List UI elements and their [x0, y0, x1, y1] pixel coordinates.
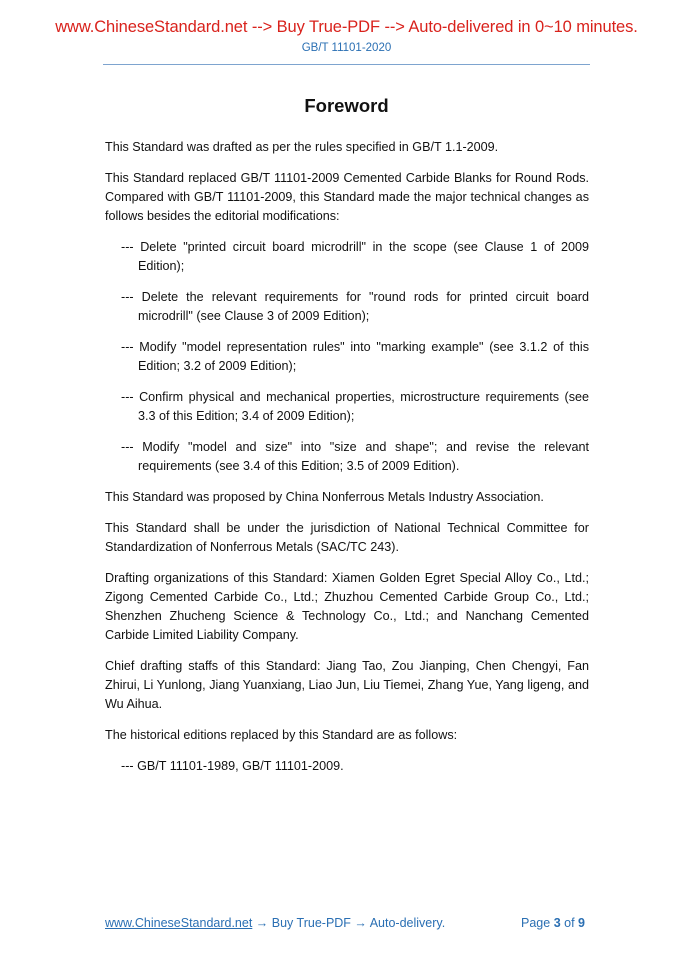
- standard-code: GB/T 11101-2020: [301, 42, 392, 54]
- paragraph-historical-editions: The historical editions replaced by this Standard are as follows:: [105, 728, 458, 742]
- header-divider: [103, 64, 590, 65]
- change-item: --- Modify "model and size" into "size and shape"; and revise the relevant requirements (see 3.4 of this Edition; 3.5 of 2009 Edition).: [121, 440, 589, 473]
- paragraph-drafting-staff: Chief drafting staffs of this Standard: Jiang Tao, Zou Jianping, Chen Chengyi, Fan Zhirui, Li Yunlong, Jiang Yuanxiang, Liao Jun, Liu Tiemei, Zhang Yue, Yang ligeng, and Wu Aihua.: [105, 659, 589, 711]
- foreword-body: [105, 138, 589, 788]
- paragraph-drafting-rules: This Standard was drafted as per the rules specified in GB/T 1.1-2009.: [105, 140, 499, 154]
- change-item: --- Delete "printed circuit board microdrill" in the scope (see Clause 1 of 2009 Edition);: [121, 240, 589, 273]
- page-number: [521, 916, 585, 930]
- page-current: 3: [553, 916, 561, 930]
- paragraph-jurisdiction: This Standard shall be under the jurisdiction of National Technical Committee for Standardization of Nonferrous Metals (SAC/TC 243).: [105, 521, 589, 554]
- paragraph-replacement: This Standard replaced GB/T 11101-2009 Cemented Carbide Blanks for Round Rods. Compared with GB/T 11101-2009, this Standard made the major technical changes as follows besides the editorial modifications:: [105, 171, 589, 223]
- page-total: 9: [578, 916, 585, 930]
- change-item: --- Modify "model representation rules" into "marking example" (see 3.1.2 of this Edition; 3.2 of 2009 Edition);: [121, 340, 589, 373]
- paragraph-drafting-organizations: Drafting organizations of this Standard: Xiamen Golden Egret Special Alloy Co., Ltd.; Zigong Cemented Carbide Co., Ltd.; Zhuzhou Cemented Carbide Group Co., Ltd.; Shenzhen Zhucheng Science & Technology Co., Ltd.; and Nanchang Cemented Carbide Limited Liability Company.: [105, 571, 589, 642]
- page-of: of: [564, 916, 575, 930]
- footer-promo: [105, 916, 445, 930]
- page-footer: [105, 916, 589, 936]
- footer-delivery-text: → Buy True-PDF → Auto-delivery.: [252, 916, 446, 930]
- paragraph-proposer: This Standard was proposed by China Nonferrous Metals Industry Association.: [105, 490, 544, 504]
- header-banner: www.ChineseStandard.net --> Buy True-PDF --> Auto-delivered in 0~10 minutes.: [55, 18, 638, 36]
- historical-editions-item: --- GB/T 11101-1989, GB/T 11101-2009.: [121, 759, 344, 773]
- change-item: --- Confirm physical and mechanical properties, microstructure requirements (see 3.3 of this Edition; 3.4 of 2009 Edition);: [121, 390, 589, 423]
- page-title: Foreword: [304, 95, 389, 116]
- page-label: Page: [521, 916, 551, 930]
- footer-site-link[interactable]: www.ChineseStandard.net: [105, 916, 253, 930]
- change-item: --- Delete the relevant requirements for "round rods for printed circuit board microdrill" (see Clause 3 of 2009 Edition);: [121, 290, 589, 323]
